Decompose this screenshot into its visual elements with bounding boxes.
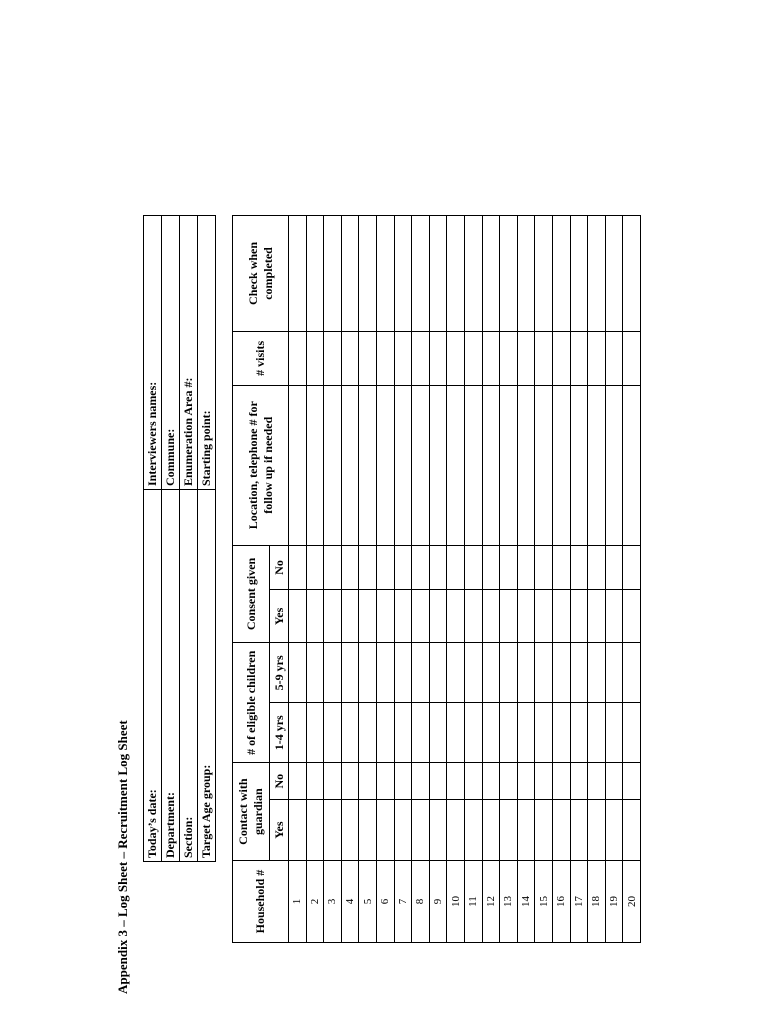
age-1-4-cell[interactable] xyxy=(289,703,307,763)
contact-no-cell[interactable] xyxy=(623,763,641,800)
consent-no-cell[interactable] xyxy=(341,545,359,590)
age-5-9-cell[interactable] xyxy=(289,643,307,703)
check-completed-cell[interactable] xyxy=(605,216,623,332)
age-1-4-cell[interactable] xyxy=(412,703,430,763)
age-5-9-cell[interactable] xyxy=(570,643,588,703)
check-completed-cell[interactable] xyxy=(535,216,553,332)
eligible-children-header: # of eligible children xyxy=(233,643,270,763)
household-number: 2 xyxy=(306,861,324,943)
consent-yes-cell[interactable] xyxy=(500,590,518,643)
location-cell[interactable] xyxy=(394,385,412,545)
age-1-4-cell[interactable] xyxy=(535,703,553,763)
contact-no-cell[interactable] xyxy=(552,763,570,800)
consent-yes-cell[interactable] xyxy=(429,590,447,643)
household-number: 10 xyxy=(447,861,465,943)
contact-no-cell[interactable] xyxy=(588,763,606,800)
check-completed-cell[interactable] xyxy=(376,216,394,332)
age-5-9-cell[interactable] xyxy=(605,643,623,703)
household-number: 19 xyxy=(605,861,623,943)
table-row xyxy=(306,216,324,943)
household-number: 14 xyxy=(517,861,535,943)
info-table xyxy=(143,215,216,862)
contact-no-cell[interactable] xyxy=(482,763,500,800)
visits-cell[interactable] xyxy=(306,331,324,385)
consent-no-cell[interactable] xyxy=(376,545,394,590)
consent-no-cell[interactable] xyxy=(289,545,307,590)
check-completed-cell[interactable] xyxy=(500,216,518,332)
consent-yes-cell[interactable] xyxy=(517,590,535,643)
contact-no-cell[interactable] xyxy=(535,763,553,800)
age-5-9-cell[interactable] xyxy=(412,643,430,703)
title-text: Appendix 3 – Log Sheet – Recruitment Log Sheet xyxy=(115,720,130,994)
table-row xyxy=(517,216,535,943)
location-cell[interactable] xyxy=(289,385,307,545)
location-cell[interactable] xyxy=(412,385,430,545)
visits-cell[interactable] xyxy=(359,331,377,385)
table-row xyxy=(324,216,342,943)
consent-yes-cell[interactable] xyxy=(376,590,394,643)
consent-no-cell[interactable] xyxy=(482,545,500,590)
consent-yes-cell[interactable] xyxy=(570,590,588,643)
location-cell[interactable] xyxy=(447,385,465,545)
check-completed-cell[interactable] xyxy=(412,216,430,332)
contact-yes-cell[interactable] xyxy=(535,800,553,861)
location-cell[interactable] xyxy=(588,385,606,545)
household-number: 13 xyxy=(500,861,518,943)
household-number: 5 xyxy=(359,861,377,943)
age-1-4-cell[interactable] xyxy=(588,703,606,763)
check-completed-cell[interactable] xyxy=(623,216,641,332)
age-5-9-cell[interactable] xyxy=(359,643,377,703)
consent-yes-cell[interactable] xyxy=(306,590,324,643)
consent-no-cell[interactable] xyxy=(500,545,518,590)
contact-yes-cell[interactable] xyxy=(500,800,518,861)
consent-no-cell[interactable] xyxy=(517,545,535,590)
visits-cell[interactable] xyxy=(552,331,570,385)
household-number: 12 xyxy=(482,861,500,943)
table-row xyxy=(341,216,359,943)
consent-yes-cell[interactable] xyxy=(588,590,606,643)
age-1-4-cell[interactable] xyxy=(517,703,535,763)
table-row xyxy=(552,216,570,943)
consent-header: Consent given xyxy=(233,545,270,643)
consent-yes-cell[interactable] xyxy=(447,590,465,643)
consent-no-cell[interactable] xyxy=(605,545,623,590)
age-5-9-cell[interactable] xyxy=(429,643,447,703)
consent-yes-cell[interactable] xyxy=(359,590,377,643)
location-cell[interactable] xyxy=(517,385,535,545)
visits-cell[interactable] xyxy=(500,331,518,385)
contact-yes-cell[interactable] xyxy=(588,800,606,861)
check-completed-header: Check when completed xyxy=(233,216,289,332)
contact-yes-cell[interactable] xyxy=(517,800,535,861)
commune-field[interactable]: Commune: xyxy=(162,216,180,490)
contact-no-cell[interactable] xyxy=(447,763,465,800)
check-completed-cell[interactable] xyxy=(359,216,377,332)
contact-no-cell[interactable] xyxy=(500,763,518,800)
visits-header: # visits xyxy=(233,331,289,385)
consent-yes-cell[interactable] xyxy=(394,590,412,643)
consent-no-cell[interactable] xyxy=(394,545,412,590)
contact-yes-cell[interactable] xyxy=(623,800,641,861)
age-5-9-cell[interactable] xyxy=(447,643,465,703)
visits-cell[interactable] xyxy=(482,331,500,385)
consent-yes-header: Yes xyxy=(270,590,289,643)
table-row xyxy=(289,216,307,943)
contact-no-cell[interactable] xyxy=(517,763,535,800)
visits-cell[interactable] xyxy=(605,331,623,385)
age-1-4-cell[interactable] xyxy=(552,703,570,763)
check-completed-cell[interactable] xyxy=(289,216,307,332)
age-1-4-cell[interactable] xyxy=(324,703,342,763)
contact-no-cell[interactable] xyxy=(376,763,394,800)
household-number: 20 xyxy=(623,861,641,943)
location-header: Location, telephone # for follow up if needed xyxy=(233,385,289,545)
household-number: 16 xyxy=(552,861,570,943)
visits-cell[interactable] xyxy=(447,331,465,385)
recruitment-log-table xyxy=(232,215,641,943)
consent-no-cell[interactable] xyxy=(552,545,570,590)
table-row xyxy=(500,216,518,943)
table-row xyxy=(588,216,606,943)
visits-cell[interactable] xyxy=(535,331,553,385)
age-5-9-cell[interactable] xyxy=(588,643,606,703)
contact-yes-cell[interactable] xyxy=(429,800,447,861)
contact-no-cell[interactable] xyxy=(359,763,377,800)
consent-no-cell[interactable] xyxy=(429,545,447,590)
location-cell[interactable] xyxy=(482,385,500,545)
age-5-9-cell[interactable] xyxy=(517,643,535,703)
visits-cell[interactable] xyxy=(517,331,535,385)
enumeration-area-field[interactable]: Enumeration Area #: xyxy=(180,216,198,490)
contact-yes-cell[interactable] xyxy=(605,800,623,861)
contact-yes-cell[interactable] xyxy=(570,800,588,861)
contact-yes-cell[interactable] xyxy=(306,800,324,861)
contact-yes-cell[interactable] xyxy=(324,800,342,861)
visits-cell[interactable] xyxy=(324,331,342,385)
consent-no-cell[interactable] xyxy=(412,545,430,590)
location-cell[interactable] xyxy=(552,385,570,545)
contact-yes-header: Yes xyxy=(270,800,289,861)
table-row xyxy=(535,216,553,943)
age-1-4-cell[interactable] xyxy=(447,703,465,763)
household-number: 1 xyxy=(289,861,307,943)
todays-date-field[interactable]: Today’s date: xyxy=(144,490,162,862)
location-cell[interactable] xyxy=(535,385,553,545)
location-cell[interactable] xyxy=(623,385,641,545)
age-5-9-cell[interactable] xyxy=(482,643,500,703)
contact-yes-cell[interactable] xyxy=(464,800,482,861)
consent-no-cell[interactable] xyxy=(570,545,588,590)
starting-point-field[interactable]: Starting point: xyxy=(198,216,216,490)
contact-no-cell[interactable] xyxy=(324,763,342,800)
household-number: 4 xyxy=(341,861,359,943)
household-number: 17 xyxy=(570,861,588,943)
household-number: 11 xyxy=(464,861,482,943)
page-title xyxy=(115,720,131,994)
check-completed-cell[interactable] xyxy=(341,216,359,332)
consent-yes-cell[interactable] xyxy=(623,590,641,643)
check-completed-cell[interactable] xyxy=(552,216,570,332)
location-cell[interactable] xyxy=(306,385,324,545)
visits-cell[interactable] xyxy=(623,331,641,385)
contact-no-cell[interactable] xyxy=(412,763,430,800)
household-number: 18 xyxy=(588,861,606,943)
check-completed-cell[interactable] xyxy=(570,216,588,332)
age-1-4-cell[interactable] xyxy=(623,703,641,763)
household-number: 15 xyxy=(535,861,553,943)
age-1-4-cell[interactable] xyxy=(394,703,412,763)
contact-no-cell[interactable] xyxy=(605,763,623,800)
age-5-9-cell[interactable] xyxy=(552,643,570,703)
contact-no-cell[interactable] xyxy=(394,763,412,800)
check-completed-cell[interactable] xyxy=(447,216,465,332)
visits-cell[interactable] xyxy=(570,331,588,385)
contact-no-cell[interactable] xyxy=(464,763,482,800)
table-row xyxy=(570,216,588,943)
location-cell[interactable] xyxy=(376,385,394,545)
age-1-4-cell[interactable] xyxy=(306,703,324,763)
contact-no-cell[interactable] xyxy=(429,763,447,800)
table-row xyxy=(412,216,430,943)
household-number: 6 xyxy=(376,861,394,943)
contact-yes-cell[interactable] xyxy=(394,800,412,861)
consent-yes-cell[interactable] xyxy=(482,590,500,643)
household-number: 7 xyxy=(394,861,412,943)
age-1-4-header: 1-4 yrs xyxy=(270,703,289,763)
visits-cell[interactable] xyxy=(394,331,412,385)
table-row xyxy=(359,216,377,943)
consent-yes-cell[interactable] xyxy=(412,590,430,643)
consent-no-cell[interactable] xyxy=(464,545,482,590)
location-cell[interactable] xyxy=(570,385,588,545)
consent-no-cell[interactable] xyxy=(306,545,324,590)
contact-no-cell[interactable] xyxy=(289,763,307,800)
contact-header: Contact with guardian xyxy=(233,763,270,861)
household-number: 9 xyxy=(429,861,447,943)
check-completed-cell[interactable] xyxy=(306,216,324,332)
visits-cell[interactable] xyxy=(341,331,359,385)
age-5-9-cell[interactable] xyxy=(394,643,412,703)
contact-no-cell[interactable] xyxy=(341,763,359,800)
household-header: Household # xyxy=(233,861,289,943)
age-5-9-cell[interactable] xyxy=(535,643,553,703)
contact-yes-cell[interactable] xyxy=(359,800,377,861)
consent-yes-cell[interactable] xyxy=(464,590,482,643)
visits-cell[interactable] xyxy=(464,331,482,385)
household-number: 8 xyxy=(412,861,430,943)
table-row xyxy=(482,216,500,943)
age-5-9-cell[interactable] xyxy=(376,643,394,703)
location-cell[interactable] xyxy=(464,385,482,545)
consent-no-header: No xyxy=(270,545,289,590)
table-body xyxy=(289,216,641,943)
table-row xyxy=(464,216,482,943)
age-5-9-cell[interactable] xyxy=(623,643,641,703)
section-field[interactable]: Section: xyxy=(180,490,198,862)
consent-no-cell[interactable] xyxy=(623,545,641,590)
consent-no-cell[interactable] xyxy=(324,545,342,590)
target-age-group-field[interactable]: Target Age group: xyxy=(198,490,216,862)
location-cell[interactable] xyxy=(359,385,377,545)
consent-yes-cell[interactable] xyxy=(341,590,359,643)
age-5-9-cell[interactable] xyxy=(341,643,359,703)
consent-yes-cell[interactable] xyxy=(605,590,623,643)
consent-yes-cell[interactable] xyxy=(552,590,570,643)
age-5-9-header: 5-9 yrs xyxy=(270,643,289,703)
age-1-4-cell[interactable] xyxy=(482,703,500,763)
location-cell[interactable] xyxy=(429,385,447,545)
age-1-4-cell[interactable] xyxy=(464,703,482,763)
contact-no-header: No xyxy=(270,763,289,800)
check-completed-cell[interactable] xyxy=(517,216,535,332)
visits-cell[interactable] xyxy=(588,331,606,385)
location-cell[interactable] xyxy=(500,385,518,545)
visits-cell[interactable] xyxy=(376,331,394,385)
contact-yes-cell[interactable] xyxy=(482,800,500,861)
contact-yes-cell[interactable] xyxy=(447,800,465,861)
check-completed-cell[interactable] xyxy=(464,216,482,332)
department-field[interactable]: Department: xyxy=(162,490,180,862)
age-5-9-cell[interactable] xyxy=(306,643,324,703)
location-cell[interactable] xyxy=(341,385,359,545)
consent-no-cell[interactable] xyxy=(535,545,553,590)
table-row xyxy=(447,216,465,943)
consent-yes-cell[interactable] xyxy=(289,590,307,643)
age-5-9-cell[interactable] xyxy=(324,643,342,703)
contact-yes-cell[interactable] xyxy=(552,800,570,861)
age-1-4-cell[interactable] xyxy=(359,703,377,763)
age-1-4-cell[interactable] xyxy=(376,703,394,763)
check-completed-cell[interactable] xyxy=(588,216,606,332)
table-row xyxy=(394,216,412,943)
contact-no-cell[interactable] xyxy=(306,763,324,800)
age-5-9-cell[interactable] xyxy=(464,643,482,703)
location-cell[interactable] xyxy=(605,385,623,545)
contact-yes-cell[interactable] xyxy=(376,800,394,861)
check-completed-cell[interactable] xyxy=(324,216,342,332)
age-1-4-cell[interactable] xyxy=(605,703,623,763)
visits-cell[interactable] xyxy=(429,331,447,385)
consent-no-cell[interactable] xyxy=(588,545,606,590)
contact-yes-cell[interactable] xyxy=(289,800,307,861)
table-row xyxy=(376,216,394,943)
age-5-9-cell[interactable] xyxy=(500,643,518,703)
check-completed-cell[interactable] xyxy=(394,216,412,332)
contact-no-cell[interactable] xyxy=(570,763,588,800)
table-row xyxy=(605,216,623,943)
age-1-4-cell[interactable] xyxy=(570,703,588,763)
table-row xyxy=(623,216,641,943)
visits-cell[interactable] xyxy=(289,331,307,385)
consent-no-cell[interactable] xyxy=(447,545,465,590)
age-1-4-cell[interactable] xyxy=(429,703,447,763)
age-1-4-cell[interactable] xyxy=(500,703,518,763)
consent-no-cell[interactable] xyxy=(359,545,377,590)
check-completed-cell[interactable] xyxy=(482,216,500,332)
location-cell[interactable] xyxy=(324,385,342,545)
interviewers-names-field[interactable]: Interviewers names: xyxy=(144,216,162,490)
visits-cell[interactable] xyxy=(412,331,430,385)
age-1-4-cell[interactable] xyxy=(341,703,359,763)
table-row xyxy=(429,216,447,943)
contact-yes-cell[interactable] xyxy=(341,800,359,861)
household-number: 3 xyxy=(324,861,342,943)
consent-yes-cell[interactable] xyxy=(324,590,342,643)
contact-yes-cell[interactable] xyxy=(412,800,430,861)
check-completed-cell[interactable] xyxy=(429,216,447,332)
consent-yes-cell[interactable] xyxy=(535,590,553,643)
